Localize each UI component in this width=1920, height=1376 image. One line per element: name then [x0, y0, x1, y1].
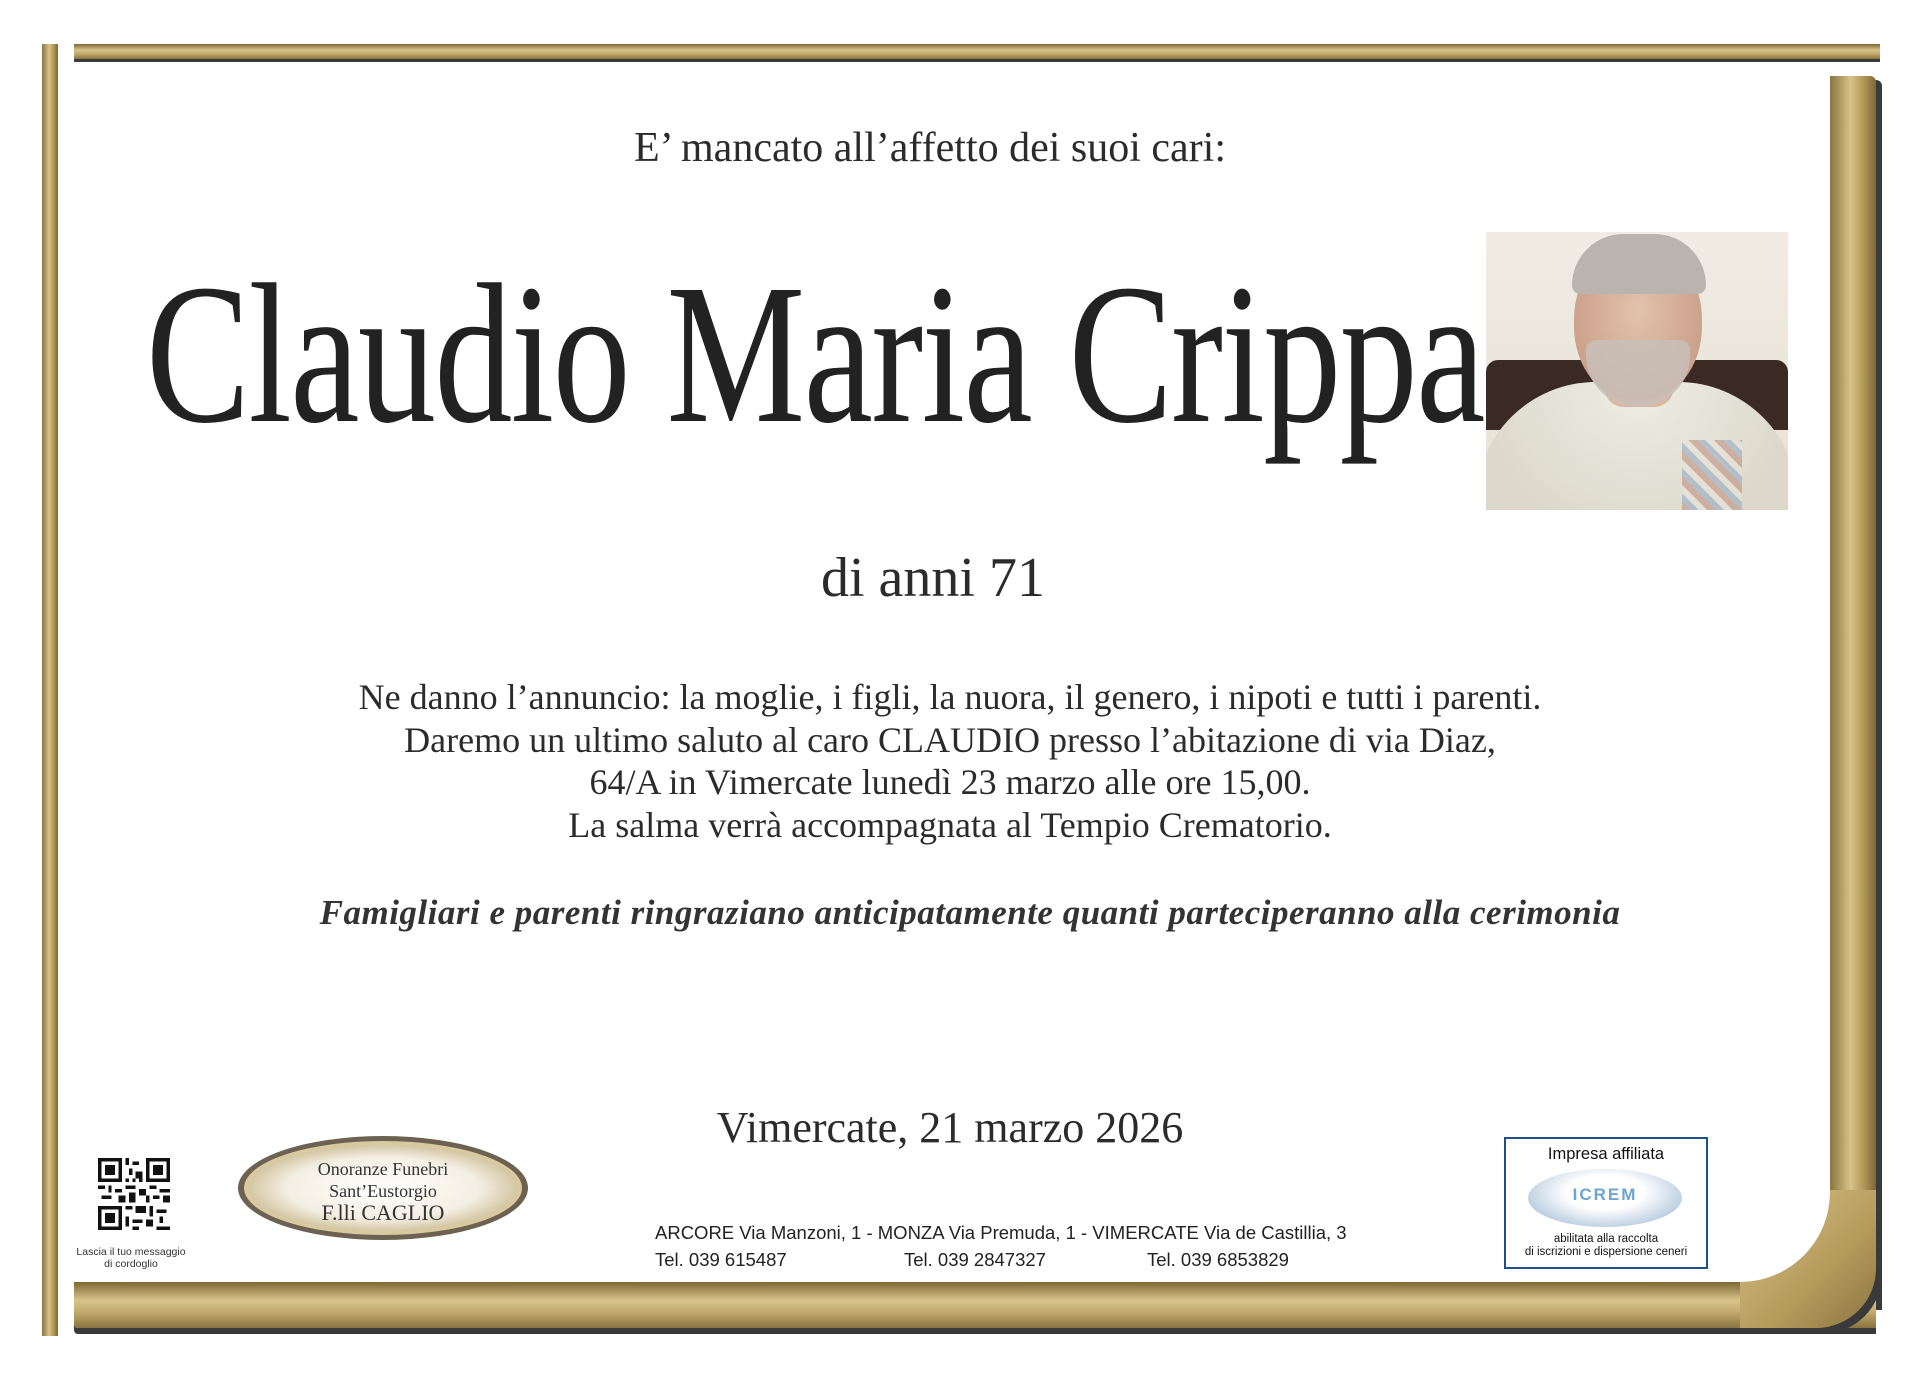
qr-code-icon[interactable]: [98, 1158, 170, 1230]
phone-arcore: Tel. 039 615487: [655, 1249, 787, 1270]
announcement-line: Daremo un ultimo saluto al caro CLAUDIO presso l’abitazione di via Diaz,: [404, 719, 1496, 760]
intro-text: E’ mancato all’affetto dei suoi cari:: [633, 125, 1227, 171]
deceased-name: Claudio Maria Crippa: [146, 244, 1484, 465]
announcement-line: 64/A in Vimercate lunedì 23 marzo alle ore 15,00.: [589, 762, 1311, 802]
thanks-text: Famigliari e parenti ringraziano anticipatamente quanti parteciperanno alla cerimonia: [319, 893, 1621, 932]
phone-monza: Tel. 039 2847327: [904, 1249, 1046, 1270]
deceased-photo: [1486, 232, 1788, 510]
frame-bottom-border: [74, 1282, 1876, 1328]
phone-vimercate: Tel. 039 6853829: [1147, 1249, 1289, 1270]
announcement: [300, 676, 1600, 846]
frame-top-shadow: [74, 59, 1880, 62]
affiliate-footer-line: abilitata alla raccolta: [1553, 1233, 1659, 1245]
affiliate-footer-line: di iscrizioni e dispersione ceneri: [1524, 1246, 1688, 1258]
funeral-home-name: [236, 1158, 530, 1224]
announcement-line: Ne danno l’annuncio: la moglie, i figli, la nuora, il genero, i nipoti e tutti i parenti.: [358, 677, 1542, 717]
affiliate-footer: [1506, 1233, 1706, 1259]
qr-caption-line: Lascia il tuo messaggio: [76, 1246, 186, 1258]
funeral-home-line: Onoranze Funebri: [317, 1159, 449, 1179]
affiliate-header: Impresa affiliata: [1547, 1145, 1665, 1163]
affiliate-badge: [1504, 1137, 1708, 1269]
addresses: ARCORE Via Manzoni, 1 - MONZA Via Premuda, 1 - VIMERCATE Via de Castillia, 3: [655, 1222, 1347, 1243]
frame-top-border: [74, 44, 1880, 59]
age-text: di anni 71: [821, 547, 1045, 609]
qr-caption-line: di cordoglio: [104, 1258, 158, 1270]
icrem-logo-text: ICREM: [1572, 1185, 1638, 1204]
announcement-line: La salma verrà accompagnata al Tempio Crematorio.: [568, 804, 1332, 845]
funeral-home-line: F.lli CAGLIO: [321, 1200, 445, 1225]
funeral-home-line: Sant’Eustorgio: [329, 1181, 437, 1201]
place-date: Vimercate, 21 marzo 2026: [716, 1103, 1184, 1152]
qr-caption: [66, 1246, 196, 1270]
